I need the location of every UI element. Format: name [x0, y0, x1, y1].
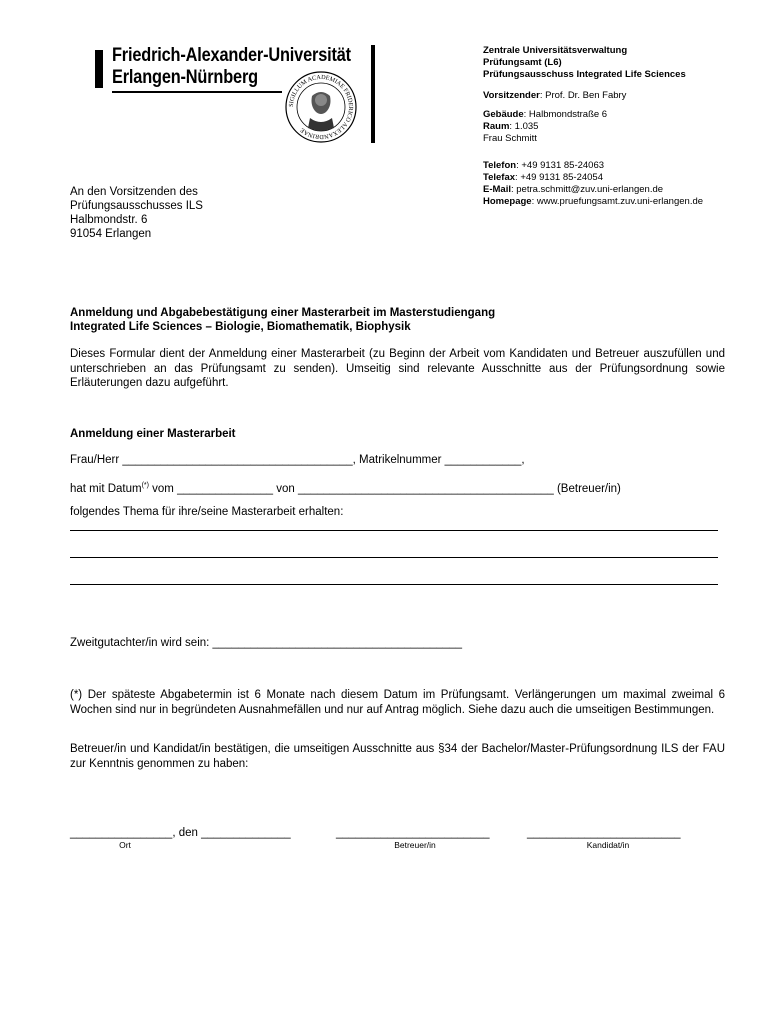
label-place: Ort: [119, 840, 131, 850]
header-org-line-2: Prüfungsamt (L6): [483, 57, 562, 68]
recipient-address: [70, 185, 203, 241]
topic-line-3[interactable]: [70, 584, 718, 585]
logo-line-1: Friedrich-Alexander-Universität: [112, 45, 351, 66]
fax-value: : +49 9131 85-24054: [515, 172, 604, 183]
header-org: [483, 45, 686, 81]
contact-name: Frau Schmitt: [483, 133, 537, 144]
document-title: [70, 307, 495, 334]
supervisor-signature-field[interactable]: ________________________: [336, 827, 490, 839]
logo-bar: [95, 50, 103, 88]
footnote-paragraph: (*) Der späteste Abgabetermin ist 6 Monate nach diesem Datum im Prüfungsamt. Verlängerungen um maximal zweimal 6 Wochen sind nur in begründeten Ausnahmefällen und nur auf Antrag möglich. Siehe dazu auch die umseitigen Bestimmungen.: [70, 689, 725, 716]
homepage-value[interactable]: : www.pruefungsamt.zuv.uni-erlangen.de: [531, 196, 704, 207]
section-heading: Anmeldung einer Masterarbeit: [70, 428, 236, 440]
title-line-2: Integrated Life Sciences – Biologie, Biomathematik, Biophysik: [70, 320, 411, 333]
chair-value: : Prof. Dr. Ben Fabry: [539, 90, 627, 101]
header-org-line-1: Zentrale Universitätsverwaltung: [483, 45, 628, 56]
homepage-label: Homepage: [483, 196, 532, 207]
label-candidate: Kandidat/in: [586, 840, 630, 850]
building-label: Gebäude: [483, 109, 524, 120]
form-name-line[interactable]: Frau/Herr ____________________________________, Matrikelnummer ____________,: [70, 454, 525, 466]
address-line-2: Prüfungsausschusses ILS: [70, 200, 203, 212]
email-value[interactable]: : petra.schmitt@zuv.uni-erlangen.de: [510, 184, 664, 195]
email-label: E-Mail: [483, 184, 511, 195]
fax-label: Telefax: [483, 172, 516, 183]
logo-underline: [112, 91, 282, 93]
candidate-signature-field[interactable]: ________________________: [527, 827, 681, 839]
label-supervisor: Betreuer/in: [394, 840, 436, 850]
title-line-1: Anmeldung und Abgabebestätigung einer Masterarbeit im Masterstudiengang: [70, 307, 496, 319]
form-second-examiner-line[interactable]: Zweitgutachter/in wird sein: _______________________________________: [70, 637, 462, 649]
room-label: Raum: [483, 121, 510, 132]
phone-label: Telefon: [483, 160, 517, 171]
header-org-line-3: Prüfungsausschuss Integrated Life Sciences: [483, 69, 686, 80]
logo-line-2: Erlangen-Nürnberg: [112, 67, 258, 88]
confirmation-paragraph: Betreuer/in und Kandidat/in bestätigen, die umseitigen Ausschnitte aus §34 der Bachelor/Master-Prüfungsordnung ILS der FAU zur Kenntnis genommen zu haben:: [70, 743, 725, 770]
logo-vertical-rule: [371, 45, 375, 143]
topic-line-2[interactable]: [70, 557, 718, 558]
address-line-4: 91054 Erlangen: [70, 228, 152, 240]
form-date-line[interactable]: [70, 479, 621, 496]
topic-line-1[interactable]: [70, 530, 718, 531]
place-date-field[interactable]: ________________, den ______________: [70, 827, 291, 839]
intro-paragraph: Dieses Formular dient der Anmeldung einer Masterarbeit (zu Beginn der Arbeit vom Kandidaten und Betreuer auszufüllen und unterschrieben an das Prüfungsamt zu senden). Umseitig sind relevante Ausschnitte aus der Prüfungsordnung sowie Erläuterungen dazu aufgeführt.: [70, 348, 725, 389]
room-value: : 1.035: [509, 121, 539, 132]
date-supervisor-fields[interactable]: vom _______________ von ________________________________________ (Betreuer/in): [148, 482, 621, 495]
university-seal-icon: [282, 70, 360, 144]
header-location: [483, 109, 607, 145]
seal-text: SIGILLUM ACADEMIAE FRIDERICO ALEXANDRINAE: [287, 73, 355, 141]
header-chair: [483, 90, 626, 102]
building-value: : Halbmondstraße 6: [523, 109, 608, 120]
phone-value: : +49 9131 85-24063: [516, 160, 605, 171]
chair-label: Vorsitzender: [483, 90, 540, 101]
footnote-marker: (*): [141, 482, 149, 489]
form-topic-label: folgendes Thema für ihre/seine Masterarbeit erhalten:: [70, 506, 344, 518]
address-line-1: An den Vorsitzenden des: [70, 186, 198, 198]
address-line-3: Halbmondstr. 6: [70, 214, 148, 226]
date-prefix: hat mit Datum: [70, 482, 142, 495]
header-contact: [483, 160, 703, 208]
